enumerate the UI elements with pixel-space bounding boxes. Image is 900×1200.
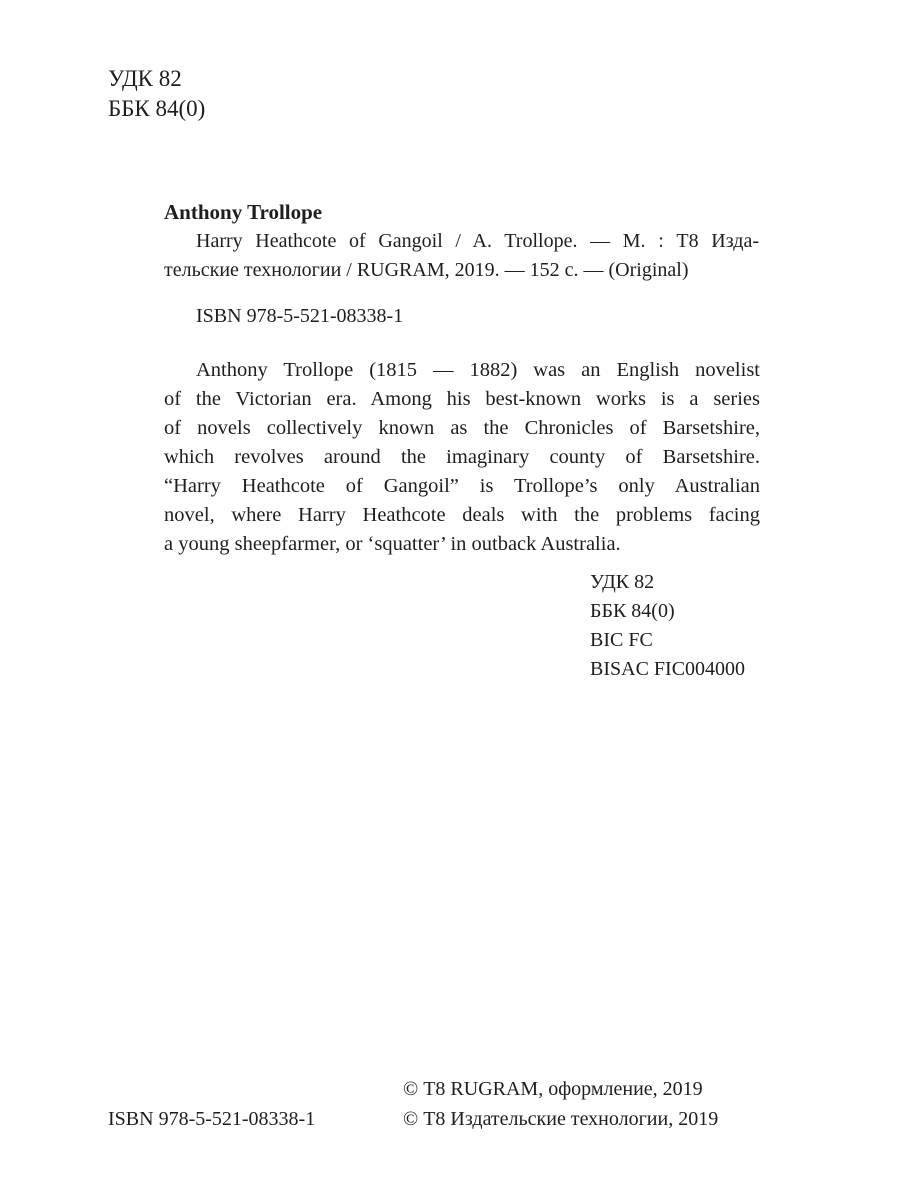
copyright-line: © Т8 RUGRAM, оформление, 2019 — [403, 1078, 703, 1100]
bic-code: BIC FC — [590, 629, 653, 651]
bibliographic-citation — [164, 198, 764, 285]
udk-code: УДК 82 — [108, 66, 182, 91]
annotation-line: which revolves around the imaginary county of Barsetshire. — [164, 446, 760, 468]
bisac-code: BISAC FIC004000 — [590, 658, 746, 680]
bibliographic-description — [164, 227, 759, 285]
annotation-line: of novels collectively known as the Chronicles of Barsetshire, — [164, 417, 760, 439]
annotation-paragraph — [164, 356, 760, 559]
annotation-line: of the Victorian era. Among his best-known works is a series — [164, 388, 760, 410]
top-classification-codes — [108, 64, 205, 124]
bbk-code: ББК 84(0) — [108, 96, 206, 121]
annotation-line: a young sheepfarmer, or ‘squatter’ in outback Australia. — [164, 533, 621, 555]
right-classification-codes — [590, 568, 745, 684]
author-heading: Anthony Trollope — [164, 200, 323, 224]
isbn-bottom: ISBN 978-5-521-08338-1 — [108, 1108, 316, 1130]
copyright-line: © Т8 Издательские технологии, 2019 — [403, 1108, 719, 1130]
copyright-notices — [403, 1074, 718, 1134]
bib-description-line: тельские технологии / RUGRAM, 2019. — 152 с. — (Original) — [164, 259, 689, 281]
annotation-line: “Harry Heathcote of Gangoil” is Trollope’s only Australian — [164, 475, 760, 497]
isbn-main: ISBN 978-5-521-08338-1 — [196, 305, 404, 327]
bib-description-line: Harry Heathcote of Gangoil / A. Trollope. — М. : Т8 Изда- — [196, 230, 759, 252]
annotation-line: novel, where Harry Heathcote deals with the problems facing — [164, 504, 760, 526]
bbk-code: ББК 84(0) — [590, 600, 675, 622]
annotation-line: Anthony Trollope (1815 — 1882) was an English novelist — [196, 359, 760, 381]
udk-code: УДК 82 — [590, 571, 655, 593]
